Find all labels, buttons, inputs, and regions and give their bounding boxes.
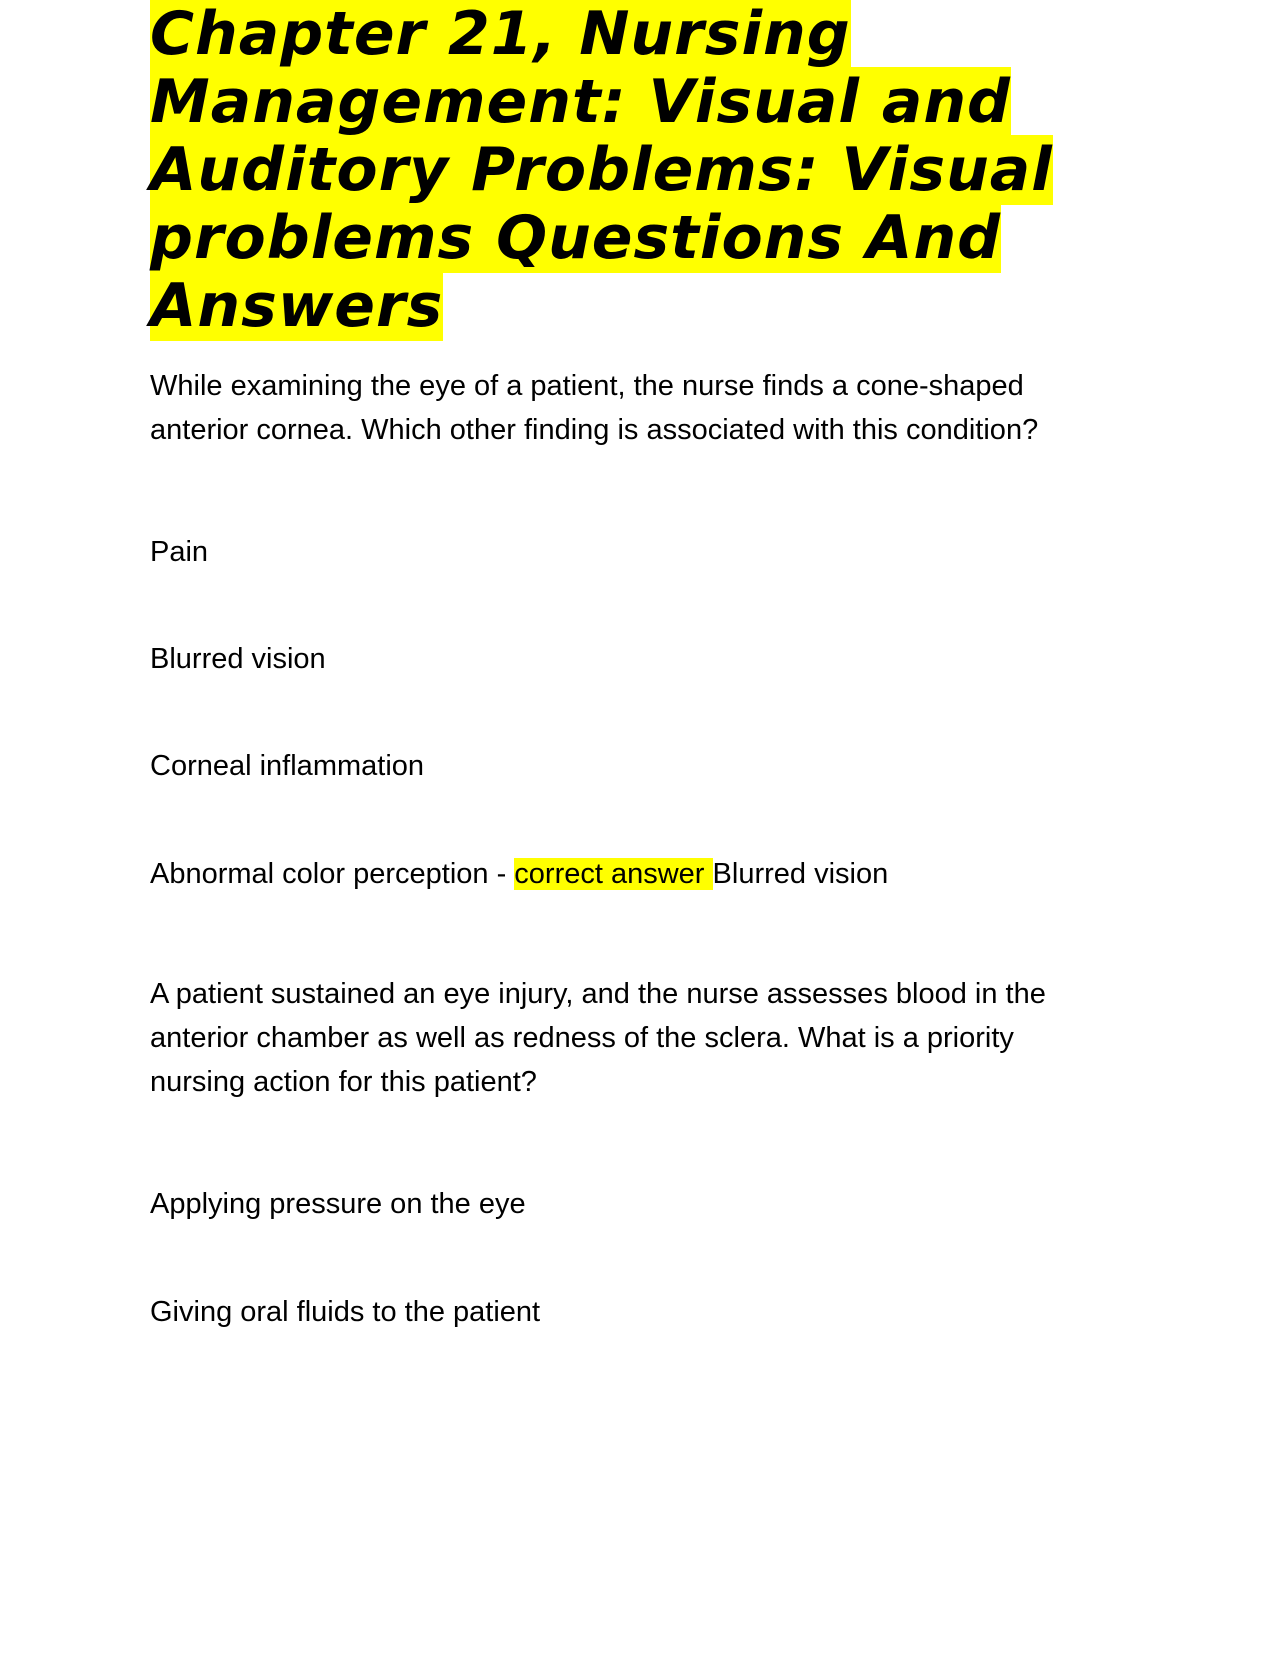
- q2-option-applying-pressure: Applying pressure on the eye: [150, 1188, 526, 1220]
- q2-option-oral-fluids: Giving oral fluids to the patient: [150, 1296, 541, 1328]
- question-1: While examining the eye of a patient, the nurse finds a cone-shaped anterior cornea. Which other finding is associated with this condition?: [150, 370, 1039, 446]
- q1-answer: Blurred vision: [712, 858, 889, 890]
- q1-option-blurred-vision: Blurred vision: [150, 643, 326, 675]
- document-title: [150, 0, 1150, 340]
- title-highlight: Chapter 21, Nursing Management: Visual and Auditory Problems: Visual problems Questions And Answers: [150, 0, 1053, 341]
- q1-last-option: Abnormal color perception -: [150, 858, 515, 890]
- q1-option-corneal-inflammation: Corneal inflammation: [150, 750, 425, 782]
- question-2: A patient sustained an eye injury, and the nurse assesses blood in the anterior chamber as well as redness of the sclera. What is a priority nursing action for this patient?: [150, 978, 1046, 1098]
- q1-option-pain: Pain: [150, 536, 209, 568]
- q1-option-abnormal-color-with-answer: [150, 852, 1110, 896]
- correct-answer-label: correct answer: [514, 858, 713, 890]
